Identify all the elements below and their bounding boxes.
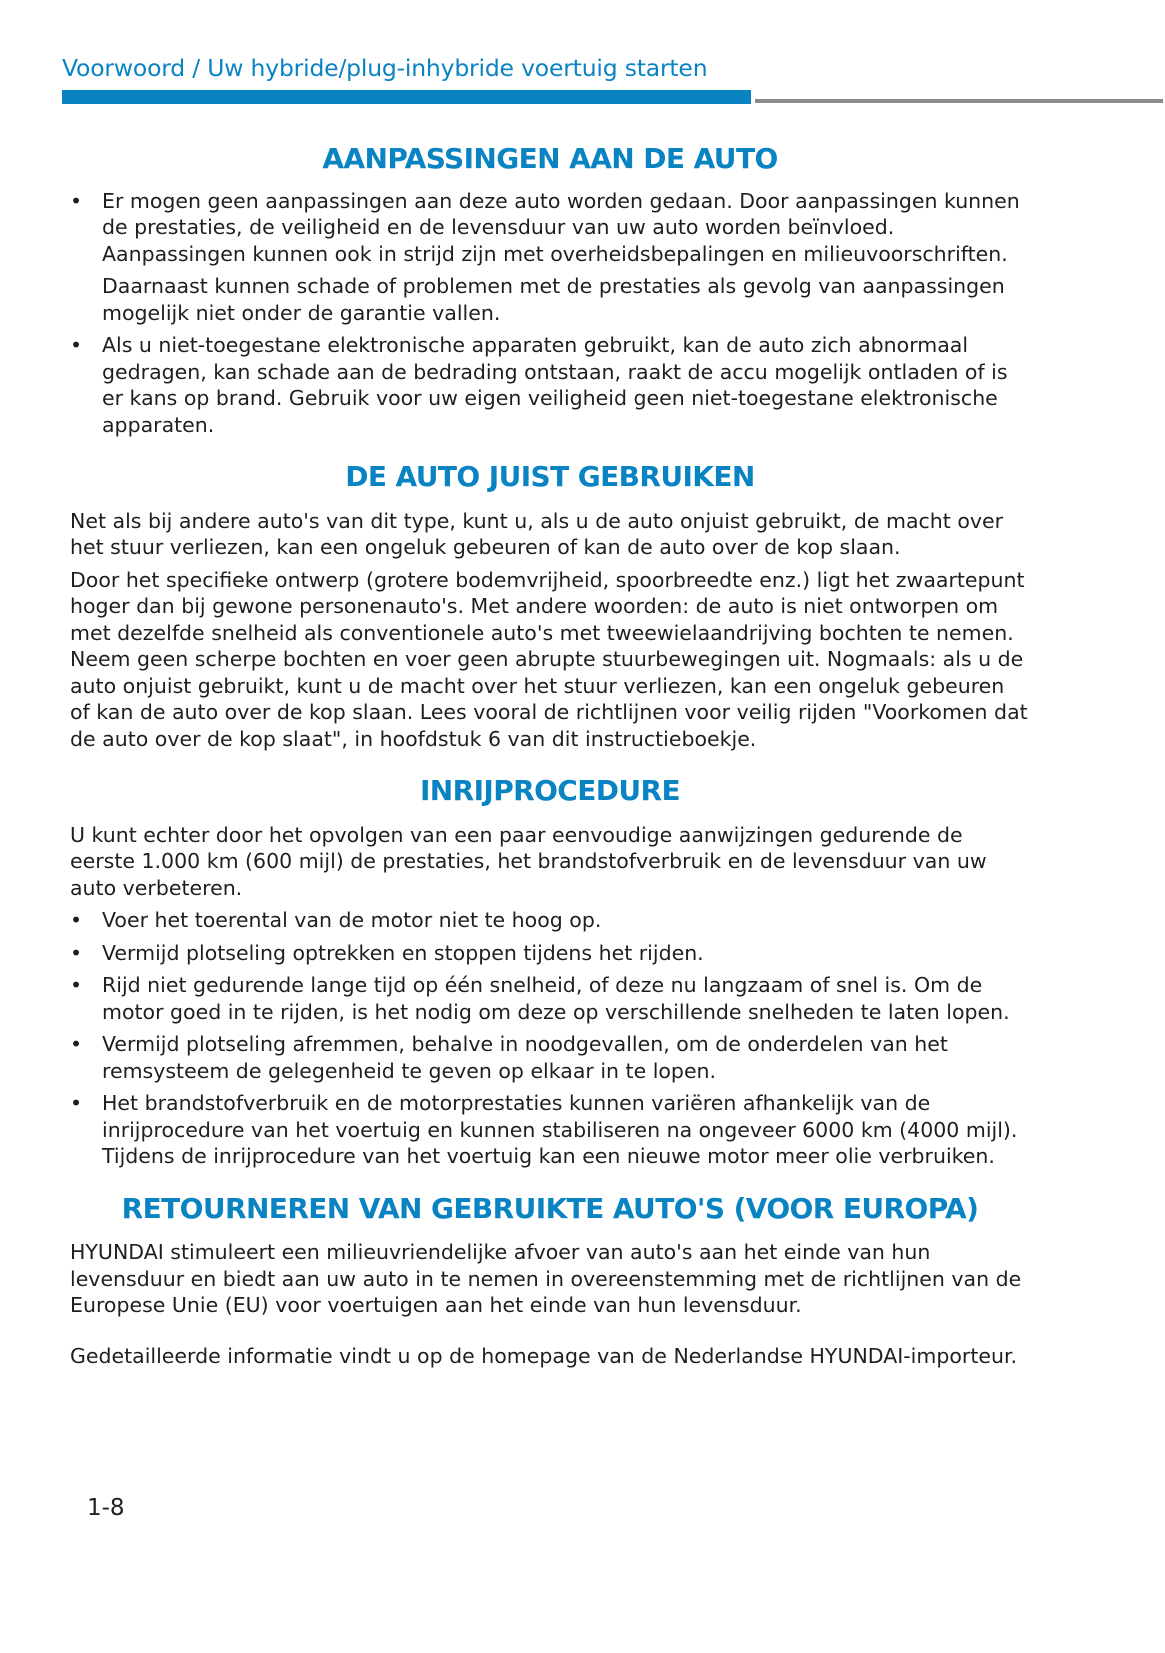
break-in-list [70,907,1030,1170]
list-item [70,188,1030,327]
bullet-continuation: Daarnaast kunnen schade of problemen met de prestaties als gevolg van aanpassingen mogelijk niet onder de garantie vallen. [102,274,1005,325]
section-heading-break-in: INRIJPROCEDURE [419,774,681,808]
bullet-text: • Als u niet-toegestane elektronische apparaten gebruikt, kan de auto zich abnormaal gedragen, kan schade aan de bedrading ontstaan, raakt de accu mogelijk ontladen of is er kans op brand. Gebruik voor uw eigen veiligheid geen niet-toegestane elektronische apparaten. [102,333,1008,437]
page-content [70,142,1030,1369]
paragraph: Net als bij andere auto's van dit type, kunt u, als u de auto onjuist gebruikt, de macht over het stuur verliezen, kan een ongeluk gebeuren of kan de auto over de kop slaan. [70,508,1004,560]
bullet-text: • Er mogen geen aanpassingen aan deze auto worden gedaan. Door aanpassingen kunnen de prestaties, de veiligheid en de levensduur van uw auto worden beïnvloed. Aanpassingen kunnen ook in strijd zijn met overheidsbepalingen en milieuvoorschriften. [102,188,1020,266]
section-heading-correct-use: DE AUTO JUIST GEBRUIKEN [345,460,755,494]
list-item: • Rijd niet gedurende lange tijd op één snelheid, of deze nu langzaam of snel is. Om de motor goed in te rijden, is het nodig om deze op verschillende snelheden te laten lopen. [70,972,1030,1025]
paragraph: U kunt echter door het opvolgen van een paar eenvoudige aanwijzingen gedurende de eerste 1.000 km (600 mijl) de prestaties, het brandstofverbruik en de levensduur van uw auto verbeteren. [70,822,987,900]
modifications-list [70,188,1030,439]
header-rule [755,99,1163,103]
list-item: • Het brandstofverbruik en de motorprestaties kunnen variëren afhankelijk van de inrijprocedure van het voertuig en kunnen stabiliseren na ongeveer 6000 km (4000 mijl). Tijdens de inrijprocedure van het voertuig kan een nieuwe motor meer olie verbruiken. [70,1090,1030,1170]
list-item: • Voer het toerental van de motor niet te hoog op. [70,907,1030,934]
section-heading-modifications: AANPASSINGEN AAN DE AUTO [322,142,778,175]
page-number: 1-8 [87,1495,125,1521]
paragraph: Door het specifieke ontwerp (grotere bodemvrijheid, spoorbreedte enz.) ligt het zwaartepunt hoger dan bij gewone personenauto's. Met andere woorden: de auto is niet ontworpen om met dezelfde snelheid als conventionele auto's met tweewielaandrijving bochten te nemen. Neem geen scherpe bochten en voer geen abrupte stuurbewegingen uit. Nogmaals: als u de auto onjuist gebruikt, kunt u de macht over het stuur verliezen, kan een ongeluk gebeuren of kan de auto over de kop slaan. Lees vooral de richtlijnen voor veilig rijden "Voorkomen dat de auto over de kop slaat", in hoofdstuk 6 van dit instructieboekje. [70,567,1028,751]
list-item: • Vermijd plotseling afremmen, behalve in noodgevallen, om de onderdelen van het remsysteem de gelegenheid te geven op elkaar in te lopen. [70,1031,1030,1084]
chapter-title: Voorwoord / Uw hybride/plug-inhybride voertuig starten [62,54,708,82]
paragraph: Gedetailleerde informatie vindt u op de homepage van de Nederlandse HYUNDAI-importeur. [70,1343,1018,1368]
paragraph: HYUNDAI stimuleert een milieuvriendelijke afvoer van auto's aan het einde van hun levensduur en biedt aan uw auto in te nemen in overeenstemming met de richtlijnen van de Europese Unie (EU) voor voertuigen aan het einde van hun levensduur. [70,1240,1022,1318]
list-item: • Vermijd plotseling optrekken en stoppen tijdens het rijden. [70,940,1030,967]
header-accent-bar [62,90,751,104]
list-item [70,332,1030,438]
section-heading-vehicle-return: RETOURNEREN VAN GEBRUIKTE AUTO'S (VOOR EUROPA) [121,1191,979,1225]
